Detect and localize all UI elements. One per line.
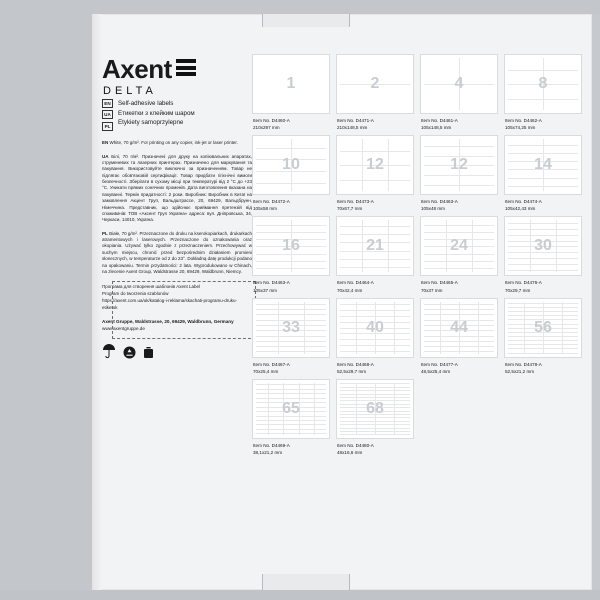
label-caption <box>252 279 330 293</box>
label-item-number: Item No. D4462-A <box>505 118 542 123</box>
label-dimensions: 70х37 mm <box>421 287 443 293</box>
info-column <box>102 56 252 359</box>
label-format-grid <box>252 54 582 456</box>
label-layout-preview <box>504 216 582 276</box>
label-format-cell <box>252 298 330 375</box>
label-count: 4 <box>454 75 464 92</box>
label-caption <box>504 279 582 293</box>
label-format-cell <box>504 135 582 212</box>
label-dimensions: 48,5х25,4 mm <box>421 368 451 374</box>
label-layout-preview <box>336 379 414 439</box>
label-format-cell <box>420 298 498 375</box>
label-dimensions: 210х148,5 mm <box>337 125 368 131</box>
label-format-cell <box>504 54 582 131</box>
box-right-edge <box>592 0 600 600</box>
lang-title-ua: Етикетки з клейким шаром <box>118 109 195 117</box>
label-format-cell <box>336 298 414 375</box>
label-layout-preview <box>420 54 498 114</box>
company-address: Axent Gruppe, Waldstrasse, 20, 69429, Waldbrunn, Germany <box>102 319 234 325</box>
label-dimensions: 48х16,6 mm <box>337 449 363 455</box>
label-layout-preview <box>420 216 498 276</box>
logo-bars-icon <box>176 59 196 79</box>
label-item-number: Item No. D4463-A <box>253 280 290 286</box>
lang-code-pl: PL <box>102 122 113 131</box>
brand-subtitle: DELTA <box>103 85 157 97</box>
label-item-number: Item No. D4461-A <box>421 118 458 123</box>
label-layout-preview <box>504 54 582 114</box>
lang-code-en: EN <box>102 99 113 108</box>
lang-title-en: Self-adhesive labels <box>118 100 174 107</box>
label-format-cell <box>252 54 330 131</box>
label-format-cell <box>420 135 498 212</box>
label-format-cell <box>504 216 582 293</box>
label-item-number: Item No. D4472-A <box>253 199 290 205</box>
label-caption <box>336 442 414 456</box>
label-layout-preview <box>336 298 414 358</box>
description-pl-text: Białe, 70 g/m². Przeznaczone do druku na kserokopiarkach, drukarkach atramentowych i laserowych. Przeznaczone do oznakowania oraz okopiania. Używać tylko zgodnie z przeznaczeniem. Przechowywać w suchym miejscu, chronić przed bezpośrednim działaniem promieni słonecznych, w temperaturze od 2 do 23°. Dokładną datę produkcji podano na opakowaniu. Termin przydatności: 2 lata. Wyprodukowano w Chinach, na zlecenie Axent Group, Waldstrasse 20, 69429, Waldbrunn, Niemcy. <box>102 230 252 274</box>
label-caption <box>336 361 414 375</box>
label-format-cell <box>336 54 414 131</box>
promo-url[interactable]: https://axent.com.ua/uk/katalog-i-reklama/skachati-programu-druku-etiketok <box>102 297 238 310</box>
label-layout-preview <box>420 298 498 358</box>
label-dimensions: 52,5х21,2 mm <box>505 368 535 374</box>
label-format-cell <box>336 135 414 212</box>
label-layout-preview <box>252 135 330 195</box>
label-item-number: Item No. D4478-A <box>505 361 542 367</box>
label-format-cell <box>252 379 330 456</box>
box-front-panel <box>92 14 592 590</box>
label-caption <box>504 198 582 212</box>
label-layout-preview <box>252 298 330 358</box>
label-item-number: Item No. D4460-A <box>253 118 290 123</box>
label-item-number: Item No. D4468-A <box>337 361 374 367</box>
label-caption <box>420 198 498 212</box>
label-count: 33 <box>282 318 300 336</box>
box-bottom-edge <box>0 590 600 600</box>
label-count: 68 <box>366 399 384 417</box>
description-ua <box>102 154 252 224</box>
label-count: 8 <box>538 75 548 92</box>
label-dimensions: 70х25,4 mm <box>253 368 279 374</box>
promo-line-pl: Program do tworzenia szablonów <box>102 291 169 297</box>
label-item-number: Item No. D4474-A <box>505 199 542 205</box>
label-caption <box>252 117 330 131</box>
label-count: 65 <box>282 399 300 417</box>
label-dimensions: 52,5х29,7 mm <box>337 368 367 374</box>
label-dimensions: 210х297 mm <box>253 125 280 131</box>
label-item-number: Item No. D4463-A <box>421 199 458 205</box>
label-count: 24 <box>450 237 468 255</box>
label-item-number: Item No. D4473-A <box>337 199 374 205</box>
description-en <box>102 140 252 146</box>
lang-code-ua: UA <box>102 110 113 119</box>
label-layout-preview <box>252 379 330 439</box>
label-dimensions: 105х74,25 mm <box>505 125 536 131</box>
label-item-number: Item No. D4464-A <box>337 280 374 286</box>
label-format-cell <box>252 135 330 212</box>
label-format-cell <box>420 216 498 293</box>
box-bottom-flap <box>262 574 350 590</box>
description-pl-lang: PL <box>102 230 108 236</box>
label-layout-preview <box>252 54 330 114</box>
label-dimensions: 105х37 mm <box>253 287 278 293</box>
label-layout-preview <box>420 135 498 195</box>
box-left-edge <box>0 0 92 600</box>
company-website[interactable]: www.axentgruppe.de <box>102 326 145 332</box>
box-top-flap <box>262 14 350 27</box>
umbrella-icon <box>102 343 116 359</box>
label-count: 40 <box>366 318 384 336</box>
language-titles <box>102 99 252 133</box>
label-dimensions: 38,1х21,2 mm <box>253 449 283 455</box>
description-en-lang: EN <box>102 140 109 146</box>
box-top-edge <box>0 0 600 14</box>
label-dimensions: 105х58 mm <box>253 206 278 212</box>
promo-line-ua: Програма для створення шаблонів Axent Label <box>102 284 201 290</box>
label-count: 30 <box>534 237 552 255</box>
label-caption <box>336 198 414 212</box>
label-count: 1 <box>286 75 296 92</box>
label-caption <box>420 361 498 375</box>
barcode-placeholder-box <box>112 281 256 339</box>
brand-logo <box>102 56 252 82</box>
label-format-cell <box>504 298 582 375</box>
label-dimensions: 70х67,7 mm <box>337 206 363 212</box>
label-dimensions: 105х42,43 mm <box>505 206 536 212</box>
label-caption <box>420 279 498 293</box>
label-count: 21 <box>366 237 384 255</box>
label-caption <box>504 117 582 131</box>
label-layout-preview <box>504 135 582 195</box>
label-dimensions: 105х48 mm <box>421 206 446 212</box>
label-caption <box>420 117 498 131</box>
label-format-cell <box>336 216 414 293</box>
label-item-number: Item No. D4467-A <box>253 361 290 367</box>
label-layout-preview <box>504 298 582 358</box>
label-dimensions: 105х148,5 mm <box>421 125 452 131</box>
label-item-number: Item No. D4465-A <box>421 280 458 286</box>
label-count: 56 <box>534 318 552 336</box>
label-layout-preview <box>336 216 414 276</box>
label-item-number: Item No. D4476-A <box>505 280 542 286</box>
label-caption <box>336 117 414 131</box>
label-caption <box>336 279 414 293</box>
lang-title-pl: Etykiety samoprzylepne <box>118 119 184 127</box>
label-item-number: Item No. D4469-A <box>253 442 290 448</box>
brand-name: Axent <box>102 54 172 84</box>
label-item-number: Item No. D4471-A <box>337 118 374 123</box>
label-layout-preview <box>336 54 414 114</box>
label-count: 16 <box>282 237 300 255</box>
label-count: 12 <box>450 156 468 174</box>
label-count: 12 <box>366 156 384 174</box>
label-layout-preview <box>336 135 414 195</box>
label-caption <box>504 361 582 375</box>
care-icons <box>102 343 252 359</box>
label-format-cell <box>252 216 330 293</box>
description-en-text: White, 70 g/m². For printing on any copier, ink-jet or laser printer. <box>109 140 238 146</box>
label-format-cell <box>336 379 414 456</box>
label-format-cell <box>420 54 498 131</box>
description-ua-lang: UA <box>102 153 109 159</box>
label-dimensions: 70х42,4 mm <box>337 287 363 293</box>
label-item-number: Item No. D4480-A <box>337 442 374 448</box>
label-caption <box>252 442 330 456</box>
description-pl <box>102 231 252 276</box>
label-caption <box>252 198 330 212</box>
label-count: 10 <box>282 156 300 174</box>
description-ua-text: Білі, 70 г/м². Призначені для друку на копіювальних апаратах, струменевих та лазерних принтерах. Призначено для маркування та пакування. Використовуйте виключно за призначенням. Товар не підлягає обов'язковій сертифікації. Товар придбати гігієнічні вимоги безпечності. Зберігати в сухому місці при температурі від 2 °C до +23 °C. Уникати прямих сонячних променів. Дата виготовлення вказана на пакуванні. Термін придатності: 2 роки. Виробник: Виробник в Китаї на замовлення Акцент Груп, Вальдштрассе, 20, 69429, Вальдбрунн, Німеччина. Представник, що здійснює приймання претензій від споживачів: ТОВ «Аксент Груп Україна» адреса: вул. Дніпровська, 34, Черкаси, 14010, Україна. <box>102 153 252 223</box>
label-layout-preview <box>252 216 330 276</box>
label-caption <box>252 361 330 375</box>
label-dimensions: 70х29,7 mm <box>505 287 531 293</box>
label-count: 14 <box>534 156 552 174</box>
label-item-number: Item No. D4477-A <box>421 361 458 367</box>
dispose-icon <box>143 346 154 359</box>
label-count: 44 <box>450 318 468 336</box>
label-count: 2 <box>370 75 380 92</box>
recycle-icon <box>123 346 136 359</box>
